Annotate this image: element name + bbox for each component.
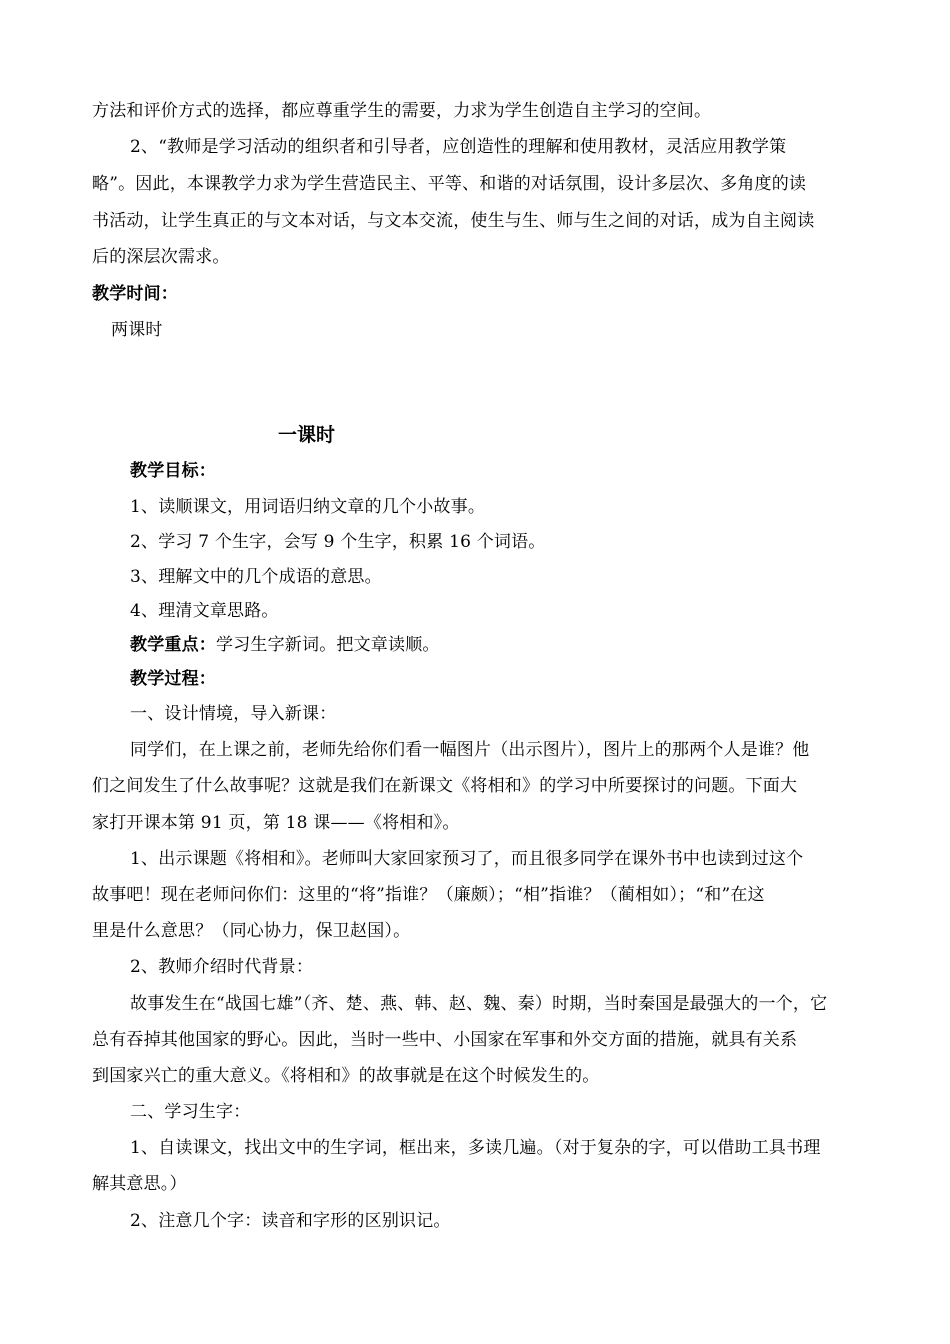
s1-p2-line-3: 里是什么意思？（同心协力，保卫赵国）。 [92, 921, 411, 941]
focus-text: 学习生字新词。把文章读顺。 [216, 635, 440, 655]
s1-p4-line-3: 到国家兴亡的重大意义。《将相和》的故事就是在这个时候发生的。 [92, 1066, 600, 1086]
process-label: 教学过程： [130, 669, 216, 689]
s2-p2: 2、注意几个字：读音和字形的区别识记。 [130, 1211, 451, 1231]
s2-p1-line-2: 解其意思。） [92, 1174, 187, 1194]
intro-p2-line-2: 略”。因此，本课教学力求为学生营造民主、平等、和谐的对话氛围，设计多层次、多角度的读 [92, 174, 807, 194]
intro-p2-line-3: 书活动，让学生真正的与文本对话，与文本交流，使生与生、师与生之间的对话，成为自主阅读 [92, 211, 815, 231]
intro-p2-line-1: 2、“教师是学习活动的组织者和引导者，应创造性的理解和使用教材，灵活应用教学策 [130, 137, 787, 157]
focus-label: 教学重点： [130, 635, 216, 655]
intro-p2-line-4: 后的深层次需求。 [92, 247, 230, 267]
s1-p1-line-1: 同学们，在上课之前，老师先给你们看一幅图片（出示图片），图片上的那两个人是谁？他 [130, 740, 810, 760]
s1-p1-line-3: 家打开课本第 91 页，第 18 课——《将相和》。 [92, 813, 460, 833]
goal-item-1: 1、读顺课文，用词语归纳文章的几个小故事。 [130, 497, 486, 517]
teaching-time-value: 两课时 [111, 320, 163, 340]
goals-label: 教学目标： [130, 461, 216, 481]
s1-p1-line-2: 们之间发生了什么故事呢？这就是我们在新课文《将相和》的学习中所要探讨的问题。下面大 [92, 776, 798, 796]
s1-p4-line-2: 总有吞掉其他国家的野心。因此，当时一些中、小国家在军事和外交方面的措施，就具有关系 [92, 1030, 798, 1050]
s1-p4-line-1: 故事发生在“战国七雄”（齐、楚、燕、韩、赵、魏、秦）时期，当时秦国是最强大的一个，它 [130, 994, 828, 1014]
intro-line-1: 方法和评价方式的选择，都应尊重学生的需要，力求为学生创造自主学习的空间。 [92, 101, 712, 121]
section1-title: 一、设计情境，导入新课： [130, 704, 337, 724]
goal-item-2: 2、学习 7 个生字，会写 9 个生字，积累 16 个词语。 [130, 532, 546, 552]
goal-item-3: 3、理解文中的几个成语的意思。 [130, 567, 382, 587]
s2-p1-line-1: 1、自读课文，找出文中的生字词，框出来，多读几遍。（对于复杂的字，可以借助工具书理 [130, 1138, 821, 1158]
s1-p2-line-2: 故事吧！现在老师问你们：这里的“将”指谁？（廉颇）；“相”指谁？（蔺相如）；“和”在这 [92, 885, 765, 905]
section2-title: 二、学习生字： [130, 1102, 251, 1122]
s1-p2-line-1: 1、出示课题《将相和》。老师叫大家回家预习了，而且很多同学在课外书中也读到过这个 [130, 849, 804, 869]
teaching-time-label: 教学时间： [92, 284, 178, 304]
s1-p3: 2、教师介绍时代背景： [130, 957, 314, 977]
lesson-title: 一课时 [278, 424, 336, 446]
goal-item-4: 4、理清文章思路。 [130, 601, 279, 621]
focus-line [130, 634, 440, 656]
